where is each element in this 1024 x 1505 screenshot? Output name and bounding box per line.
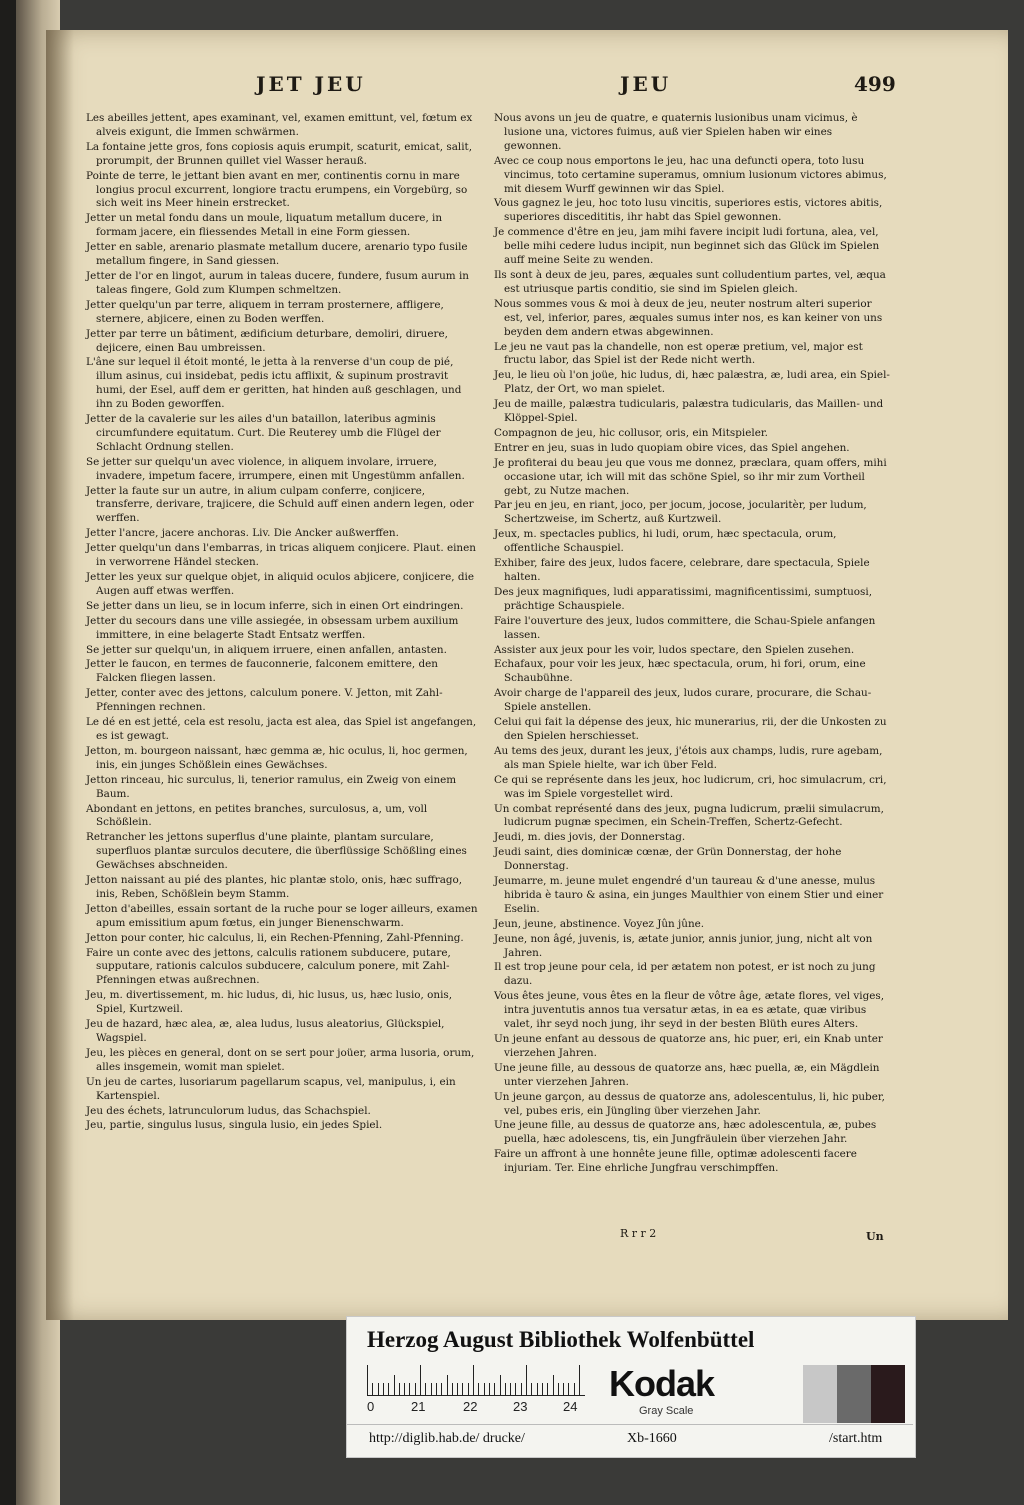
- ruler-label: 23: [513, 1399, 528, 1414]
- dictionary-entry: Se jetter sur quelqu'un, in aliquem irruere, einen anfallen, antasten.: [86, 643, 447, 656]
- dictionary-entry: Je commence d'être en jeu, jam mihi favere incipit ludi fortuna, alea, vel, belle mihi cedere ludus incipit, nun beginnet sich das Glück im Spielen auff meine Seite zu wenden.: [494, 226, 880, 267]
- dictionary-entry: Je profiterai du beau jeu que vous me donnez, præclara, quam offers, mihi occasione utar, ich will mit das schöne Spiel, so ihr mir zum Vortheil gebt, zu Nutze machen.: [494, 456, 887, 497]
- running-head-center: JEU: [620, 72, 672, 96]
- ruler-tick: [431, 1383, 432, 1395]
- dictionary-entry: Jetter par terre un bâtiment, ædificium deturbare, demoliri, diruere, dejicere, einen Bau umbreissen.: [86, 327, 448, 354]
- gray-patch-dark: [871, 1365, 905, 1423]
- dictionary-entry: Jetter, conter avec des jettons, calculum ponere. V. Jetton, mit Zahl-Pfenningen rechnen.: [86, 687, 443, 714]
- dictionary-entry: Un jeu de cartes, lusoriarum pagellarum scapus, vel, manipulus, i, ein Kartenspiel.: [86, 1075, 456, 1102]
- catchword: Un: [866, 1230, 884, 1243]
- right-column: [494, 112, 890, 1177]
- ruler-labels: [367, 1399, 597, 1419]
- ruler-label: 21: [411, 1399, 426, 1414]
- dictionary-entry: Compagnon de jeu, hic collusor, oris, ein Mitspieler.: [494, 426, 768, 439]
- library-name: Herzog August Bibliothek Wolfenbüttel: [367, 1327, 755, 1352]
- dictionary-entry: Jeun, jeune, abstinence. Voyez Jûn jûne.: [494, 917, 705, 930]
- dictionary-entry: Ils sont à deux de jeu, pares, æquales sunt colludentium partes, vel, æqua est utriusque partis conditio, sie sind im Spielen gleich.: [494, 268, 886, 295]
- dictionary-entry: Jetton, m. bourgeon naissant, hæc gemma æ, hic oculus, li, hoc germen, inis, ein junges Schößlein eines Gewächses.: [86, 744, 468, 771]
- page-number: 499: [854, 72, 896, 96]
- ruler-tick: [521, 1383, 522, 1395]
- dictionary-entry: Jetter du secours dans une ville assiegée, in obsessam urbem auxilium immittere, in eine belagerte Stadt Entsatz werffen.: [86, 614, 459, 641]
- gray-patch-light: [803, 1365, 837, 1423]
- dictionary-entry: Des jeux magnifiques, ludi apparatissimi, magnificentissimi, sumptuosi, prächtige Schauspiele.: [494, 585, 873, 612]
- ruler-tick: [383, 1383, 384, 1395]
- dictionary-entry: Jetter en sable, arenario plasmate metallum ducere, arenario typo fusile metallum fingere, in Sand giessen.: [86, 241, 468, 268]
- dictionary-entry: Retrancher les jettons superflus d'une plainte, plantam surculare, superfluos plantæ surculos decutere, die überflüssige Schößling eines Gewächses abschneiden.: [86, 831, 467, 872]
- scale-ruler: [367, 1365, 585, 1396]
- ruler-tick: [542, 1383, 543, 1395]
- book-spine: [0, 0, 16, 1505]
- ruler-tick: [462, 1383, 463, 1395]
- dictionary-entry: Jeu, les pièces en general, dont on se sert pour joüer, arma lusoria, orum, alles insgemein, womit man spielet.: [86, 1046, 475, 1073]
- dictionary-entry: Jetton pour conter, hic calculus, li, ein Rechen-Pfenning, Zahl-Pfenning.: [86, 931, 464, 944]
- dictionary-entry: L'âne sur lequel il étoit monté, le jetta à la renverse d'un coup de pié, illum asinus, cui insidebat, pedis ictu afflixit, & supinum prostravit humi, der Esel, auff dem er geritten, hat hinden auß geschlagen, und ihn zu Boden geworffen.: [86, 356, 462, 411]
- dictionary-entry: Pointe de terre, le jettant bien avant en mer, continentis cornu in mare longius procul excurrent, longiore tractu erumpens, ein Vorgebürg, so sich weit ins Meer hinein erstrecket.: [86, 169, 468, 210]
- dictionary-entry: Jetton rinceau, hic surculus, li, tenerior ramulus, ein Zweig von einem Baum.: [86, 773, 457, 800]
- ruler-label: 22: [463, 1399, 478, 1414]
- dictionary-entry: Se jetter sur quelqu'un avec violence, in aliquem involare, irruere, invadere, impetum facere, irrumpere, einen mit Ungestümm anfallen.: [86, 455, 465, 482]
- dictionary-entry: Jeu de hazard, hæc alea, æ, alea ludus, lusus aleatorius, Glückspiel, Wagspiel.: [86, 1018, 445, 1044]
- dictionary-entry: Il est trop jeune pour cela, id per ætatem non potest, er ist noch zu jung dazu.: [494, 961, 876, 988]
- ruler-tick: [436, 1383, 437, 1395]
- dictionary-entry: Faire un affront à une honnête jeune fille, optimæ adolescenti facere injuriam. Ter. Eine ehrliche Jungfrau verschimpffen.: [494, 1148, 857, 1175]
- dictionary-entry: Entrer en jeu, suas in ludo quopiam obire vices, das Spiel angehen.: [494, 441, 850, 454]
- dictionary-entry: Un jeune enfant au dessous de quatorze ans, hic puer, eri, ein Knab unter vierzehen Jahren.: [494, 1033, 883, 1059]
- kodak-logo: Kodak: [609, 1363, 715, 1404]
- dictionary-entry: Echafaux, pour voir les jeux, hæc spectacula, orum, hi fori, orum, eine Schaubühne.: [494, 658, 866, 685]
- left-column: [86, 112, 480, 1134]
- dictionary-entry: Jetter le faucon, en termes de fauconnerie, falconem emittere, den Falcken fliegen lassen.: [86, 658, 439, 685]
- gray-patch-mid: [837, 1365, 871, 1423]
- dictionary-entry: Un jeune garçon, au dessus de quatorze ans, adolescentulus, li, hic puber, vel, pubes eris, ein Jüngling über vierzehen Jahr.: [494, 1090, 885, 1117]
- ruler-tick: [372, 1383, 373, 1395]
- dictionary-entry: Abondant en jettons, en petites branches, surculosus, a, um, voll Schößlein.: [86, 802, 428, 829]
- url-left: http://diglib.hab.de/ drucke/: [369, 1431, 525, 1446]
- dictionary-entry: Jeu des échets, latrunculorum ludus, das Schachspiel.: [86, 1104, 371, 1117]
- ruler-tick: [394, 1375, 395, 1395]
- dictionary-entry: Jetton naissant au pié des plantes, hic plantæ stolo, onis, hæc suffrago, inis, Reben, Schößlein beym Stamm.: [86, 874, 463, 900]
- dictionary-entry: Jetter un metal fondu dans un moule, liquatum metallum ducere, in formam jacere, ein fliessendes Metall in eine Form giessen.: [86, 212, 443, 239]
- ruler-tick: [388, 1383, 389, 1395]
- ruler-tick: [494, 1383, 495, 1395]
- dictionary-entry: Jeudi saint, dies dominicæ cœnæ, der Grün Donnerstag, der hohe Donnerstag.: [494, 846, 842, 873]
- ruler-label: 24: [563, 1399, 578, 1414]
- ruler-tick: [404, 1383, 405, 1395]
- dictionary-entry: Assister aux jeux pour les voir, ludos spectare, den Spielen zusehen.: [494, 643, 855, 656]
- ruler-tick: [452, 1383, 453, 1395]
- dictionary-entry: Jeune, non âgé, juvenis, is, ætate junior, annis junior, jung, nicht alt von Jahren.: [494, 932, 873, 959]
- ruler-tick: [531, 1383, 532, 1395]
- ruler-tick: [478, 1383, 479, 1395]
- dictionary-entry: Une jeune fille, au dessus de quatorze ans, hæc adolescentula, æ, pubes puella, hæc adolescens, tis, ein Jungfräulein über vierzehen Jahr.: [494, 1119, 877, 1146]
- dictionary-entry: Nous avons un jeu de quatre, e quaternis lusionibus unam vicimus, è lusione una, victores fuimus, auß vier Spielen haben wir eines gewonnen.: [494, 112, 858, 152]
- dictionary-entry: Faire un conte avec des jettons, calculis rationem subducere, putare, supputare, rationis calculos subducere, calculum ponere, mit Zahl-Pfenningen etwas außrechnen.: [86, 946, 451, 987]
- signature-mark: R r r 2: [620, 1227, 657, 1240]
- dictionary-entry: Se jetter dans un lieu, se in locum inferre, sich in einen Ort eindringen.: [86, 599, 464, 612]
- dictionary-entry: Par jeu en jeu, en riant, joco, per jocum, jocose, jocularitèr, per ludum, Schertzweise, im Schertz, auß Kurtzweil.: [494, 499, 867, 526]
- dictionary-entry: Un combat représenté dans des jeux, pugna ludicrum, prælii simulacrum, ludicrum pugnæ specimen, ein Schein-Treffen, Schertz-Gefecht.: [494, 802, 884, 829]
- dictionary-entry: Jetter les yeux sur quelque objet, in aliquid oculos abjicere, conjicere, die Augen auff etwas werffen.: [86, 571, 475, 597]
- ruler-tick: [505, 1383, 506, 1395]
- ruler-tick: [378, 1383, 379, 1395]
- ruler-tick: [537, 1383, 538, 1395]
- dictionary-entry: Jetter quelqu'un par terre, aliquem in terram prosternere, affligere, sternere, abjicere, einen zu Boden werffen.: [86, 298, 444, 325]
- dictionary-entry: Les abeilles jettent, apes examinant, vel, examen emittunt, vel, fœtum ex alveis exigunt, die Immen schwärmen.: [86, 112, 473, 138]
- gray-scale-label: Gray Scale: [639, 1405, 694, 1417]
- ruler-tick: [574, 1383, 575, 1395]
- dictionary-entry: La fontaine jette gros, fons copiosis aquis erumpit, scaturit, emicat, salit, prorumpit, der Brunnen quillet viel Wasser herauß.: [86, 140, 473, 167]
- dictionary-entry: Jeu, le lieu où l'on joüe, hic ludus, di, hæc palæstra, æ, ludi area, ein Spiel-Platz, der Ort, wo man spielet.: [494, 369, 890, 396]
- dictionary-entry: Au tems des jeux, durant les jeux, j'étois aux champs, ludis, rure agebam, als man Spiele hielte, war ich über Feld.: [494, 744, 883, 771]
- ruler-tick: [526, 1365, 527, 1395]
- running-head-left: JET JEU: [256, 72, 366, 96]
- ruler-tick: [484, 1383, 485, 1395]
- ruler-tick: [500, 1375, 501, 1395]
- dictionary-entry: Avoir charge de l'appareil des jeux, ludos curare, procurare, die Schau-Spiele anstellen.: [494, 687, 872, 714]
- ruler-label: 0: [367, 1399, 375, 1414]
- dictionary-entry: Jetter de la cavalerie sur les ailes d'un bataillon, lateribus agminis circumfundere equitatum. Curt. Die Reuterey umb die Flügel der Schlacht Ordnung stellen.: [86, 413, 441, 453]
- ruler-tick: [420, 1365, 421, 1395]
- dictionary-entry: Vous êtes jeune, vous êtes en la fleur de vôtre âge, ætate flores, vel viges, intra juventutis annos tua versatur ætas, in ea es ætate, quæ viribus valet, ihr seyd noch jung, ihr seyd in der besten Blüth eures Alters.: [494, 990, 885, 1031]
- ruler-tick: [489, 1383, 490, 1395]
- dictionary-entry: Nous sommes vous & moi à deux de jeu, neuter nostrum alteri superior est, vel, inferior, pares, æquales sumus inter nos, es kan keiner von uns beyden dem andern etwas abgewinnen.: [494, 297, 883, 338]
- ruler-tick: [510, 1383, 511, 1395]
- page-gutter-shadow: [46, 30, 74, 1320]
- card-divider: [347, 1424, 913, 1425]
- dictionary-entry: Le jeu ne vaut pas la chandelle, non est operæ pretium, vel, major est fructu labor, das Spiel ist der Rede nicht werth.: [494, 340, 863, 367]
- dictionary-entry: Le dé en est jetté, cela est resolu, jacta est alea, das Spiel ist angefangen, es ist gewagt.: [86, 716, 477, 742]
- dictionary-entry: Jeumarre, m. jeune mulet engendré d'un taureau & d'une anesse, mulus hibrida è tauro & asina, ein junges Maulthier von einem Stier und einer Eselin.: [494, 875, 884, 915]
- dictionary-entry: Jeux, m. spectacles publics, hi ludi, orum, hæc spectacula, orum, offentliche Schauspiel.: [494, 528, 837, 555]
- ruler-tick: [568, 1383, 569, 1395]
- ruler-tick: [515, 1383, 516, 1395]
- dictionary-entry: Jetton d'abeilles, essain sortant de la ruche pour se loger ailleurs, examen apum emissitium apum fœtus, ein junger Bienenschwarm.: [86, 902, 478, 929]
- dictionary-entry: Avec ce coup nous emportons le jeu, hac una defuncti opera, toto lusu vincimus, toto certamine superamus, omnium lusionum victores abimus, mit diesem Wurff gewinnen wir das Spiel.: [494, 154, 887, 195]
- dictionary-entry: Jeu de maille, palæstra tudicularis, palæstra tudicularis, das Maillen- und Klöppel-Spiel.: [494, 398, 884, 425]
- ruler-tick: [547, 1383, 548, 1395]
- ruler-tick: [553, 1375, 554, 1395]
- dictionary-entry: Jeu, partie, singulus lusus, singula lusio, ein jedes Spiel.: [86, 1119, 383, 1132]
- dictionary-entry: Ce qui se représente dans les jeux, hoc ludicrum, cri, hoc simulacrum, cri, was im Spiele vorgestellet wird.: [494, 773, 887, 800]
- dictionary-entry: Jetter de l'or en lingot, aurum in taleas ducere, fundere, fusum aurum in taleas fingere, Gold zum Klumpen schmeltzen.: [86, 269, 469, 296]
- shelfmark: Xb-1660: [627, 1431, 677, 1446]
- dictionary-entry: Jetter l'ancre, jacere anchoras. Liv. Die Ancker außwerffen.: [86, 527, 399, 540]
- ruler-tick: [447, 1375, 448, 1395]
- dictionary-entry: Jetter la faute sur un autre, in alium culpam conferre, conjicere, transferre, derivare, trajicere, die Schuld auff einen andern legen, oder werffen.: [86, 484, 474, 525]
- dictionary-entry: Une jeune fille, au dessous de quatorze ans, hæc puella, æ, ein Mägdlein unter vierzehen Jahren.: [494, 1061, 880, 1088]
- ruler-tick: [563, 1383, 564, 1395]
- url-right: /start.htm: [829, 1431, 883, 1446]
- ruler-tick: [473, 1365, 474, 1395]
- ruler-tick: [399, 1383, 400, 1395]
- dictionary-entry: Vous gagnez le jeu, hoc toto lusu vincitis, superiores estis, victores abitis, superiores discedititis, ihr habt das Spiel gewonnen.: [494, 197, 883, 224]
- ruler-tick: [441, 1383, 442, 1395]
- ruler-tick: [367, 1365, 368, 1395]
- ruler-tick: [558, 1383, 559, 1395]
- dictionary-entry: Exhiber, faire des jeux, ludos facere, celebrare, dare spectacula, Spiele halten.: [494, 557, 870, 583]
- dictionary-entry: Jeudi, m. dies jovis, der Donnerstag.: [494, 831, 686, 844]
- ruler-tick: [579, 1365, 580, 1395]
- ruler-tick: [415, 1383, 416, 1395]
- dictionary-entry: Faire l'ouverture des jeux, ludos committere, die Schau-Spiele anfangen lassen.: [494, 614, 876, 641]
- dictionary-entry: Celui qui fait la dépense des jeux, hic munerarius, rii, der die Unkosten zu den Spielen herschiesset.: [494, 716, 887, 742]
- library-colour-card: [346, 1316, 916, 1458]
- ruler-tick: [457, 1383, 458, 1395]
- ruler-tick: [425, 1383, 426, 1395]
- dictionary-entry: Jetter quelqu'un dans l'embarras, in tricas aliquem conjicere. Plaut. einen in verworrene Händel stecken.: [86, 542, 476, 569]
- dictionary-entry: Jeu, m. divertissement, m. hic ludus, di, hic lusus, us, hæc lusio, onis, Spiel, Kurtzweil.: [86, 989, 453, 1016]
- ruler-tick: [409, 1383, 410, 1395]
- ruler-tick: [468, 1383, 469, 1395]
